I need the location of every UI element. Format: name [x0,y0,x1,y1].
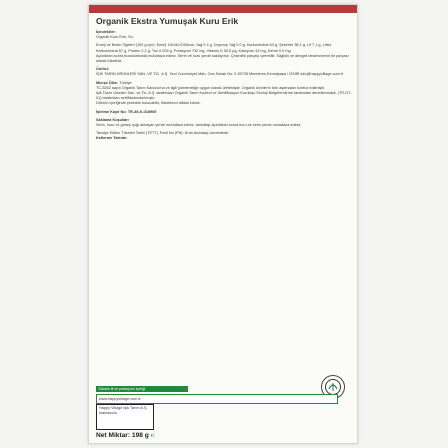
brand-box-text: Happy Village İşik Tarım A.Ş. markasıdır. [99,406,148,416]
green-info-bar [96,386,188,392]
producer-heading: Üretici: [96,67,110,72]
ingredients-heading: İçindekiler: [96,30,117,34]
logo-caption: Ketlerme Taleratı [96,136,127,141]
green-bar-text: Yüksek lif ve potasyum içeriği [98,387,146,391]
product-label [88,4,358,444]
registration-number: İşletme Kayıt No: TR-35-K-018905 [96,109,157,114]
producer-text: İŞİK TARIM ÜRÜNLERİ SAN. VE TİC. A.Ş. Yeni Cumhuriyet Mah. Ova Sokak No: 9 35735 Menderes Kemalpaşa / İZMİR info@happyvillage.com.tr [96,72,344,77]
ingredients-text: Organik Kuru Erik, Su [96,35,133,40]
nutrition-text: Enerji ve Besin Öğeleri (100 g için): Enerji 1004kJ/240kcal, Yağ 0.4 g, Doymuş Yağ 0.0 g, Karbonhidrat 64 g, Şekerler 38.1 g, Lif 7.1 g, Lifsiz Karbonhidrat 57 g, Protein 2.2 g, Tuz 0.005 g, Potasyum 732 mg, Vitamin K 59.5 µg, Kalsiyum 43 mg, Demir 0.9 mg [96,43,332,53]
dates-text: Tavsiye Edilen Tüketim Tarihi (TETT): Parti No (PN): Ürün Ambalajı üzerindedir. [96,131,230,136]
warning-text: Ürünün içeriğinde çekirdek bulunabilir, tüketirken dikkat ediniz. [96,101,201,106]
control-text: İşik Tarım Ürünleri San. ve Tic. A.Ş. tarafından Organik Tarım Kontrol ve Sertifikasyon Kuruluşu Ekoloji Belgelendirme tarafından denetlenmiştir. (TR-OT-01) tarafından sertifikalandırılmıştır. [96,91,352,101]
website-box [96,394,338,404]
label-top-band [89,5,357,13]
storage-heading: Saklama Koşulları [96,117,129,122]
brand-box [96,404,154,430]
certification-text: TC-5262 sayılı Organik Tarım Kanunu'na ve ilgili yönetmeliğe uygun olarak üretilmiştir. Organik ürünlerin tüm aşamaları kontrol edilmiştir. [96,85,326,90]
storage-text: Serin, kuru ve güneş ışığı almayan yerde muhafaza ediniz. Ambalajı açıldıktan sonra kuru ve serin yerde muhafaza ediniz. [96,123,302,128]
product-title: Organik Ekstra Yumuşak Kuru Erik [96,16,239,26]
website-text: www.happyvillage.com.tr [99,397,141,401]
origin-heading: Menşe Ülke: [96,80,119,85]
origin-value: Türkiye [119,80,132,85]
e-mark-icon: ℮ [150,432,155,439]
notes-text: Açıldıktan sonra buzdolabında muhafaza ediniz. Serin ve kuru yerde saklayınız. Çekirdek parçası içerebilir. Sağlıklı ve dengeli beslenmenin bir parçası olarak tüketiniz. [96,53,349,64]
net-quantity-text: Net Miktar: 198 g [96,432,149,439]
net-quantity [96,432,155,439]
